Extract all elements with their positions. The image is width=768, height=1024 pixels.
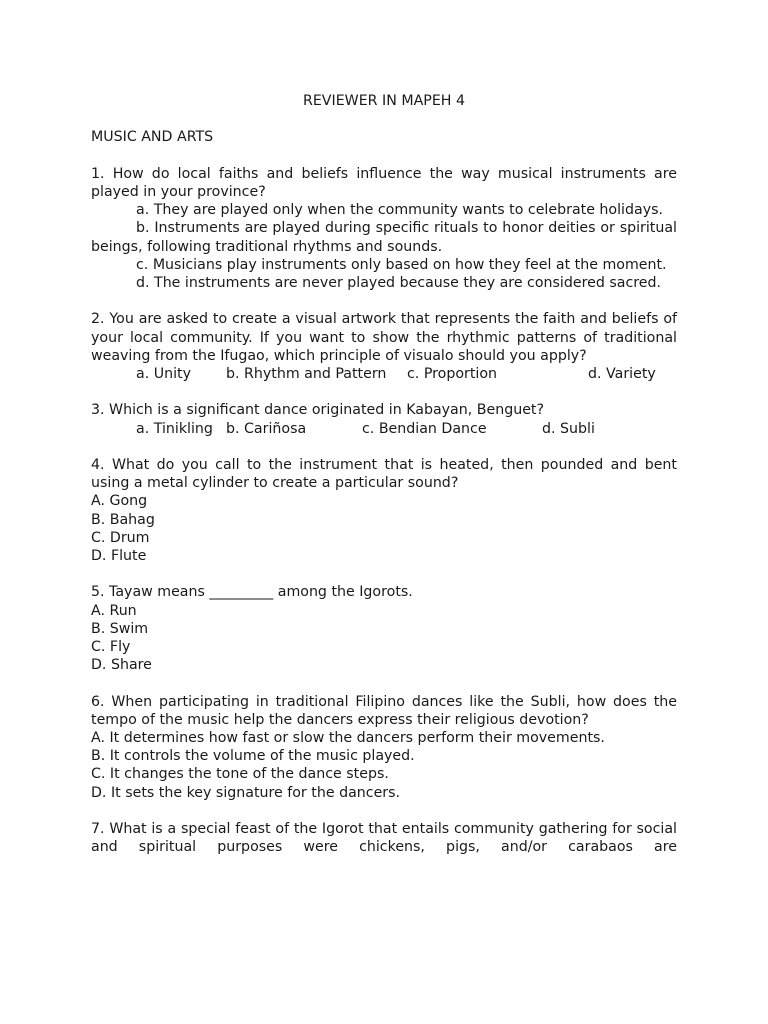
question-2-option-b: b. Rhythm and Pattern — [226, 366, 387, 382]
question-2-text: 2. You are asked to create a visual artwork that represents the faith and beliefs of your local community. If you want to show the rhythmic patterns of traditional weaving from the Ifugao, which principle of visualo should you apply? — [91, 311, 677, 364]
document-page — [91, 92, 677, 856]
question-2-options — [91, 365, 677, 383]
question-6-text: 6. When participating in traditional Filipino dances like the Subli, how does the tempo of the music help the dancers express their religious devotion? — [91, 693, 677, 728]
question-1-option-b: b. Instruments are played during specific rituals to honor deities or spiritual beings, following traditional rhythms and sounds. — [91, 220, 677, 255]
question-6 — [91, 693, 677, 802]
question-4 — [91, 456, 677, 565]
question-2-option-d: d. Variety — [588, 366, 656, 382]
question-1-option-a: a. They are played only when the community wants to celebrate holidays. — [136, 202, 663, 219]
question-3-option-d: d. Subli — [542, 420, 595, 437]
question-6-option-a: A. It determines how fast or slow the dancers perform their movements. — [91, 729, 605, 746]
question-5 — [91, 583, 677, 674]
question-3-option-a: a. Tinikling — [136, 420, 213, 437]
question-4-text: 4. What do you call to the instrument that is heated, then pounded and bent using a metal cylinder to create a particular sound? — [91, 456, 677, 492]
question-1-option-d: d. The instruments are never played because they are considered sacred. — [136, 275, 662, 291]
question-3 — [91, 401, 677, 437]
section-heading: MUSIC AND ARTS — [91, 129, 214, 146]
question-7 — [91, 820, 677, 856]
question-1-text: 1. How do local faiths and beliefs influence the way musical instruments are played in your province? — [91, 165, 677, 200]
question-2 — [91, 310, 677, 383]
question-3-text: 3. Which is a significant dance originated in Kabayan, Benguet? — [91, 402, 545, 419]
question-5-text: 5. Tayaw means _________ among the Igorots. — [91, 584, 413, 601]
document-title: REVIEWER IN MAPEH 4 — [302, 93, 465, 109]
question-3-option-c: c. Bendian Dance — [362, 420, 487, 437]
question-1-option-c: c. Musicians play instruments only based on how they feel at the moment. — [136, 256, 667, 273]
question-5-option-c: C. Fly — [91, 638, 131, 655]
question-4-option-a: A. Gong — [91, 493, 148, 510]
question-6-option-d: D. It sets the key signature for the dancers. — [91, 784, 401, 801]
question-3-option-b: b. Cariñosa — [226, 420, 307, 437]
question-3-options — [91, 420, 677, 438]
question-4-option-c: C. Drum — [91, 529, 150, 546]
question-2-option-a: a. Unity — [136, 366, 191, 382]
question-5-option-d: D. Share — [91, 657, 152, 674]
question-7-text: 7. What is a special feast of the Igorot that entails community gathering for social and spiritual purposes were chickens, pigs, and/or carabaos are — [91, 820, 677, 856]
question-4-option-b: B. Bahag — [91, 511, 155, 528]
question-5-option-b: B. Swim — [91, 620, 149, 637]
question-5-option-a: A. Run — [91, 602, 137, 619]
question-6-option-c: C. It changes the tone of the dance steps. — [91, 766, 389, 783]
question-2-option-c: c. Proportion — [407, 366, 498, 382]
question-4-option-d: D. Flute — [91, 547, 147, 564]
question-6-option-b: B. It controls the volume of the music played. — [91, 748, 415, 765]
question-1 — [91, 165, 677, 292]
